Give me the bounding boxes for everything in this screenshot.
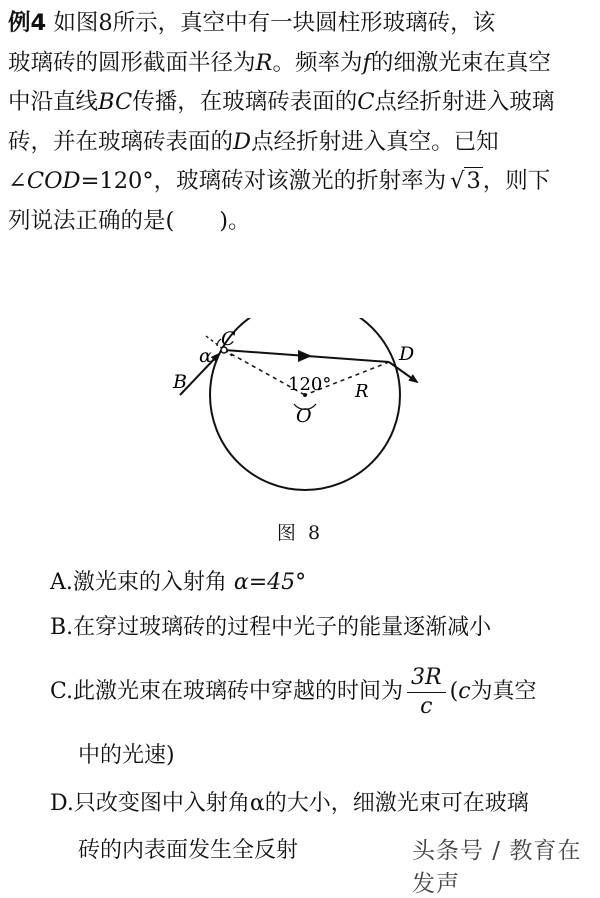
figure-caption: 图 8 — [276, 522, 324, 544]
sqrt-symbol: √3 — [450, 168, 481, 194]
option-b: B.在穿过玻璃砖的过程中光子的能量逐渐减小 — [50, 615, 492, 640]
label-b: B — [173, 371, 187, 393]
stem-line-6: 列说法正确的是( )。 — [8, 207, 251, 234]
option-c-line-2: 中的光速) — [78, 743, 175, 768]
stem-line-2: 玻璃砖的圆形截面半径为R。频率为f的细激光束在真空 — [8, 49, 551, 76]
stem-line-4: 砖，并在玻璃砖表面的D点经折射进入真空。已知 — [8, 128, 499, 155]
optics-diagram — [165, 318, 435, 513]
option-d-line-1: D.只改变图中入射角α的大小，细激光束可在玻璃 — [50, 791, 529, 816]
option-d-line-2: 砖的内表面发生全反射 — [78, 838, 299, 863]
ray-direction-arrow — [298, 350, 312, 362]
watermark-text: 头条号 / 教育在发声 — [412, 838, 582, 897]
stem-line-5: ∠COD=120°，玻璃砖对该激光的折射率为 √3，则下 — [8, 162, 594, 202]
glass-cross-section-circle — [210, 318, 400, 490]
emergent-ray — [389, 362, 417, 382]
example-label: 例4 — [8, 10, 47, 36]
label-r: R — [355, 381, 369, 402]
label-o: O — [296, 405, 312, 427]
fraction-3r-over-c: $\frac{3R}{c}$ — [407, 664, 446, 721]
label-c: C — [221, 328, 236, 350]
problem-stem — [8, 4, 594, 241]
stem-line-1: 例4 如图8所示，真空中有一块圆柱形玻璃砖，该 — [8, 10, 496, 36]
stem-line-3: 中沿直线BC传播，在玻璃砖表面的C点经折射进入玻璃 — [8, 89, 555, 115]
option-a: A.激光束的入射角 α=45° — [50, 570, 307, 595]
option-c: C.此激光束在玻璃砖中穿越的时间为 $\frac{3R}{c}$ (c为真空 — [50, 664, 537, 719]
label-angle-120: 120° — [288, 374, 332, 395]
label-alpha: α — [199, 345, 212, 367]
label-d: D — [399, 343, 415, 365]
